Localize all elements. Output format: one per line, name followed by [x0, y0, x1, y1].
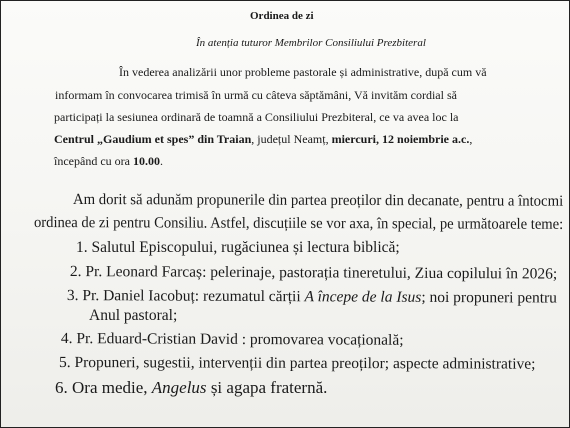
punctuation: , — [469, 132, 473, 146]
paragraph2-line1: Am dorit să adunăm propunerile din partea preoților din decanate, pentru a întocmi — [72, 191, 564, 210]
punctuation: . — [159, 154, 163, 168]
paragraph1-line1: În vederea analizării unor probleme pastorale și administrative, după cum vă — [119, 65, 487, 79]
agenda-item-4: 4. Pr. Eduard-Cristian David : promovarea vocațională; — [60, 330, 404, 349]
agenda-item-6-rest: și agapa fraternă. — [206, 378, 328, 397]
date-text: miercuri, 12 noiembrie a.c. — [331, 132, 470, 146]
agenda-item-5: 5. Propuneri, sugestii, intervenții din partea preoților; aspecte administrative; — [58, 354, 536, 373]
venue-text: Centrul „Gaudium et spes” din Traian — [54, 132, 252, 146]
document-subtitle: În atenția tuturor Membrilor Consiliului Prezbiteral — [196, 37, 426, 49]
start-time: 10.00 — [132, 154, 160, 168]
paragraph2-line2: ordinea de zi pentru Consiliu. Astfel, discuțiile se vor axa, în special, pe următoarele teme: — [33, 214, 564, 233]
county-text: , județul Neamț, — [251, 132, 332, 146]
start-time-label: începând cu ora — [54, 154, 133, 168]
paragraph1-line2: informam în convocarea trimisă în urmă cu câteva săptămâni, Vă invităm cordial să — [55, 88, 457, 102]
agenda-item-3-rest: ; noi propuneri pentru — [421, 288, 557, 307]
agenda-item-2: 2. Pr. Leonard Farcaș: pelerinaje, pastorația tineretului, Ziua copilului în 2026; — [69, 263, 558, 283]
agenda-item-6-text: 6. Ora medie, — [55, 378, 152, 397]
agenda-item-3-continuation: Anul pastoral; — [89, 307, 178, 324]
agenda-item-1: 1. Salutul Episcopului, rugăciunea și lectura biblică; — [76, 239, 400, 256]
document-title: Ordinea de zi — [250, 10, 314, 22]
angelus-text: Angelus — [151, 378, 207, 397]
book-title: A începe de la Isus — [304, 288, 422, 306]
agenda-item-3-text: 3. Pr. Daniel Iacobuț: rezumatul cărții — [66, 287, 305, 306]
paragraph1-line3: participați la sesiunea ordinară de toamnă a Consiliului Prezbiteral, ce va avea loc la — [54, 110, 459, 124]
